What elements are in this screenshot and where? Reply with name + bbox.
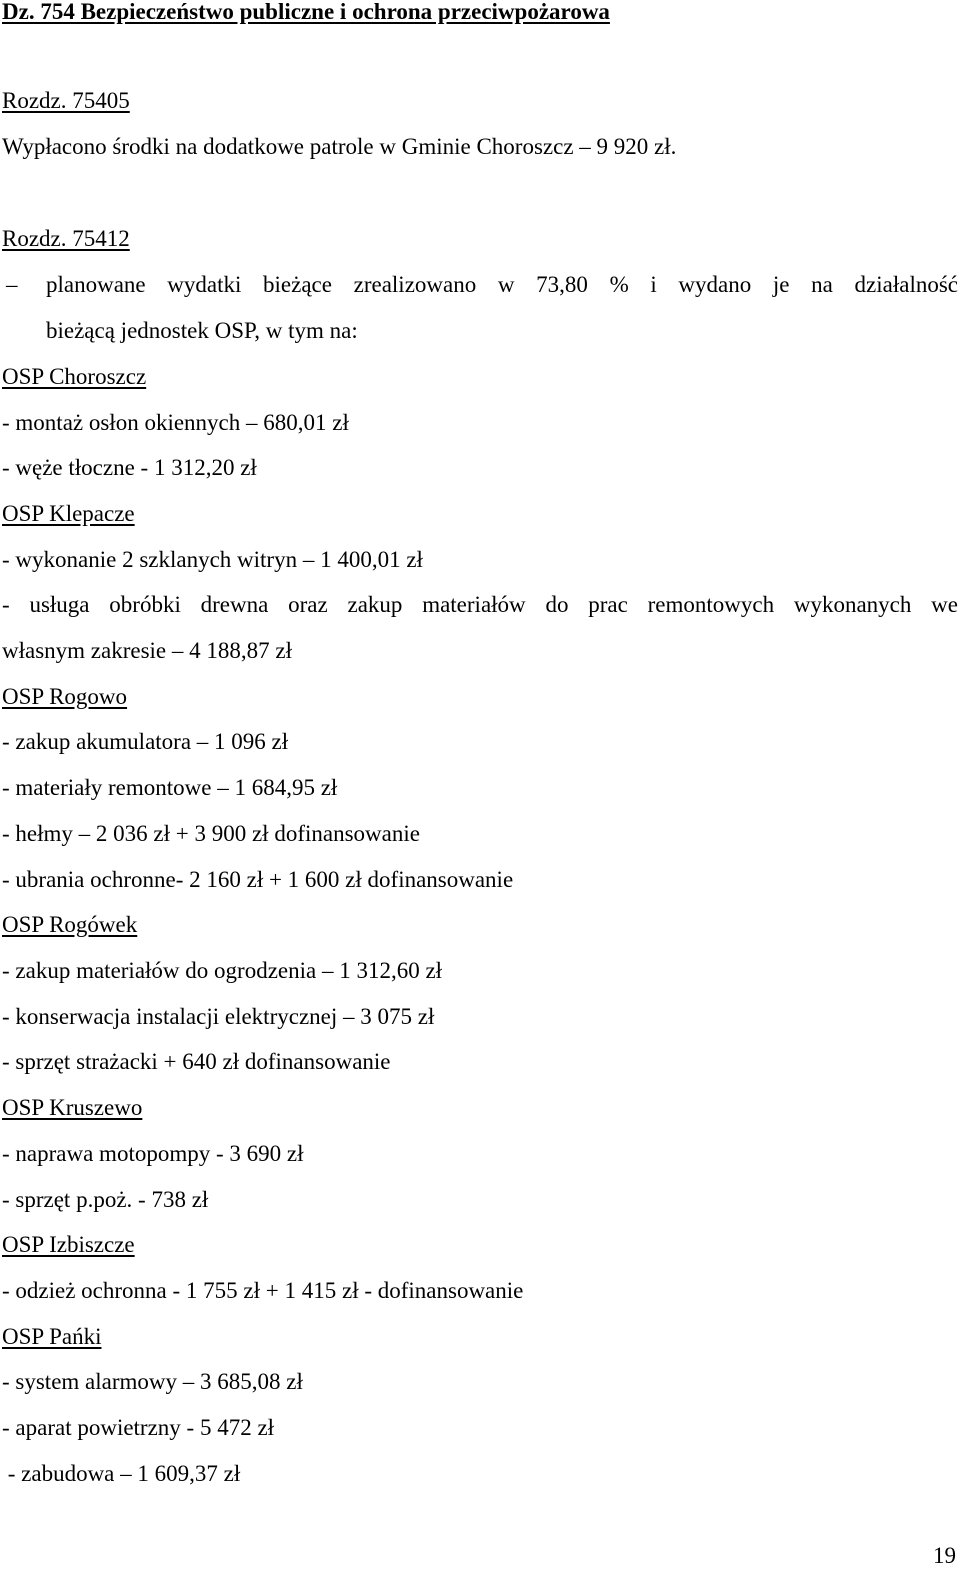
unit-heading-rogowo: OSP Rogowo: [2, 684, 128, 709]
list-item: - ubrania ochronne- 2 160 zł + 1 600 zł dofinansowanie: [2, 867, 514, 892]
list-item: - zakup materiałów do ogrodzenia – 1 312,60 zł: [2, 958, 443, 983]
list-item: - sprzęt p.poż. - 738 zł: [2, 1187, 209, 1212]
unit-heading-choroszcz: OSP Choroszcz: [2, 364, 147, 389]
list-item: - naprawa motopompy - 3 690 zł: [2, 1141, 304, 1166]
bullet-dash: –: [6, 272, 18, 297]
page-number: 19: [933, 1543, 956, 1568]
unit-heading-panki: OSP Pańki: [2, 1324, 102, 1349]
list-item: - zabudowa – 1 609,37 zł: [2, 1461, 241, 1486]
list-item: - konserwacja instalacji elektrycznej – 3 075 zł: [2, 1004, 435, 1029]
list-item: - montaż osłon okiennych – 680,01 zł: [2, 410, 349, 435]
list-item: - wykonanie 2 szklanych witryn – 1 400,01 zł: [2, 547, 423, 572]
bullet-text-line-1: planowane wydatki bieżące zrealizowano w 73,80 % i wydano je na działalność: [46, 272, 958, 297]
unit-heading-rogowek: OSP Rogówek: [2, 912, 138, 937]
list-item: własnym zakresie – 4 188,87 zł: [2, 638, 292, 663]
list-item: - hełmy – 2 036 zł + 3 900 zł dofinansowanie: [2, 821, 420, 846]
bullet-text-line-2: bieżącą jednostek OSP, w tym na:: [46, 318, 358, 343]
section-title-75412: Rozdz. 75412: [2, 226, 130, 251]
section-title-75405: Rozdz. 75405: [2, 88, 130, 113]
unit-heading-klepacze: OSP Klepacze: [2, 501, 135, 526]
chapter-heading: Dz. 754 Bezpieczeństwo publiczne i ochrona przeciwpożarowa: [2, 0, 610, 24]
list-item: - zakup akumulatora – 1 096 zł: [2, 729, 289, 754]
list-item: - usługa obróbki drewna oraz zakup materiałów do prac remontowych wykonanych we: [2, 592, 958, 617]
list-item: - sprzęt strażacki + 640 zł dofinansowanie: [2, 1049, 391, 1074]
unit-heading-izbiszcze: OSP Izbiszcze: [2, 1232, 135, 1257]
list-item: - odzież ochronna - 1 755 zł + 1 415 zł - dofinansowanie: [2, 1278, 524, 1303]
list-item: - węże tłoczne - 1 312,20 zł: [2, 455, 257, 480]
section-75405-text: Wypłacono środki na dodatkowe patrole w Gminie Choroszcz – 9 920 zł.: [2, 134, 677, 159]
list-item: - materiały remontowe – 1 684,95 zł: [2, 775, 338, 800]
list-item: - aparat powietrzny - 5 472 zł: [2, 1415, 275, 1440]
list-item: - system alarmowy – 3 685,08 zł: [2, 1369, 303, 1394]
unit-heading-kruszewo: OSP Kruszewo: [2, 1095, 143, 1120]
